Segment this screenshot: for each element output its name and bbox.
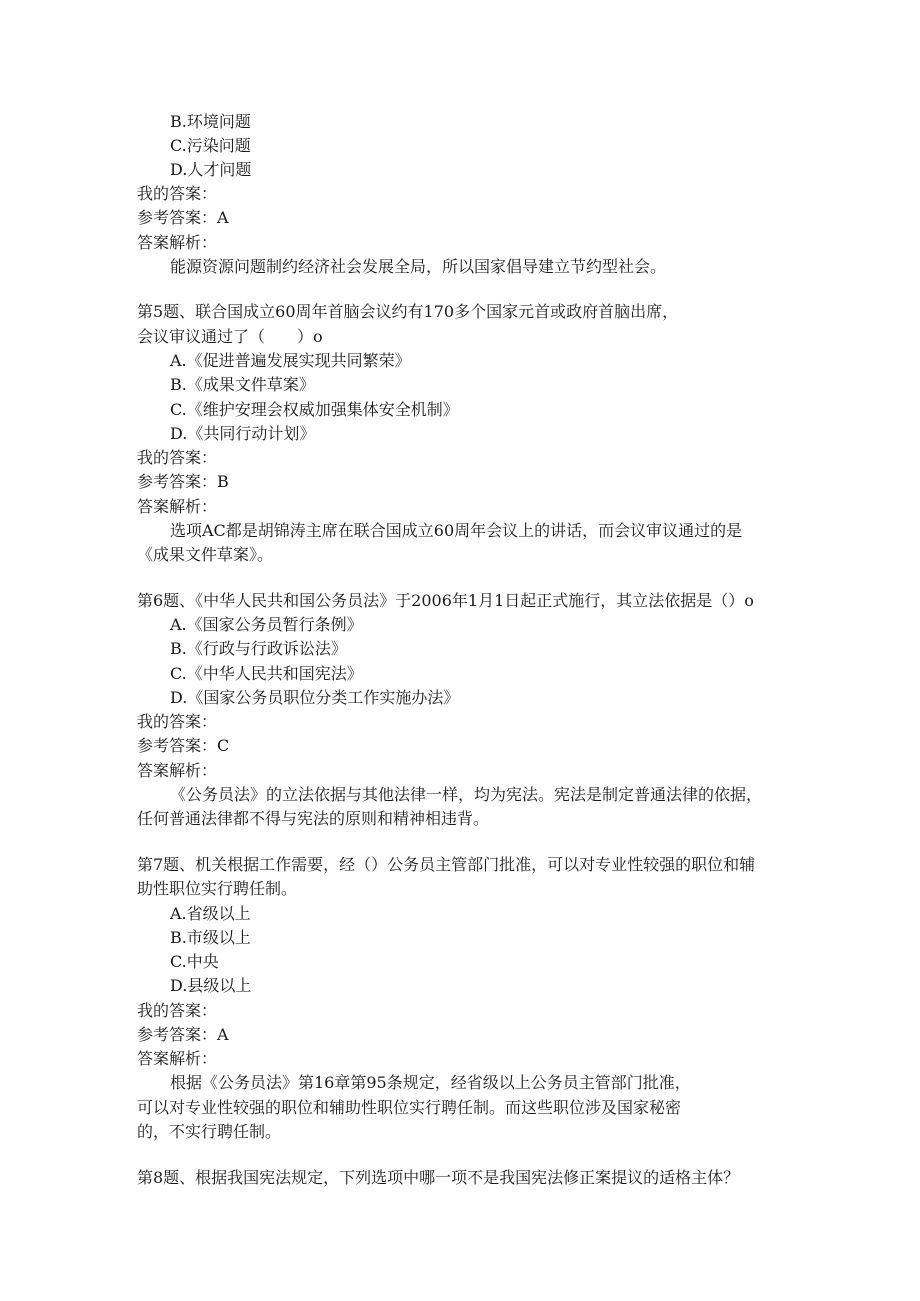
q7-explanation-line-1: 根据《公务员法》第16章第95条规定，经省级以上公务员主管部门批准， — [170, 1073, 691, 1092]
q6-reference-answer: 参考答案：C — [137, 736, 230, 755]
q4-option-c: C.污染问题 — [170, 136, 251, 155]
q4-explanation-line-1: 能源资源问题制约经济社会发展全局，所以国家倡导建立节约型社会。 — [170, 257, 667, 276]
q5-option-a: A.《促进普遍发展实现共同繁荣》 — [170, 351, 411, 370]
q7-my-answer: 我的答案： — [137, 1001, 218, 1020]
q7-title-line-1: 第7题、机关根据工作需要，经（）公务员主管部门批准，可以对专业性较强的职位和辅 — [137, 855, 756, 874]
q5-title-line-1: 第5题、联合国成立60周年首脑会议约有170多个国家元首或政府首脑出席， — [137, 302, 679, 321]
q7-reference-answer: 参考答案：A — [137, 1025, 229, 1044]
q6-my-answer: 我的答案： — [137, 712, 218, 731]
q5-my-answer: 我的答案： — [137, 448, 218, 467]
q6-explanation-line-2: 任何普通法律都不得与宪法的原则和精神相违背。 — [137, 809, 490, 828]
q5-explanation-label: 答案解析： — [137, 497, 218, 516]
q4-option-b: B.环境问题 — [170, 112, 251, 131]
q4-option-d: D.人才问题 — [170, 160, 252, 179]
q5-explanation-line-2: 《成果文件草案》。 — [137, 545, 274, 564]
q5-option-c: C.《维护安理会权威加强集体安全机制》 — [170, 400, 459, 419]
q7-explanation-label: 答案解析： — [137, 1049, 218, 1068]
q7-option-c: C.中央 — [170, 952, 219, 971]
q6-explanation-line-1: 《公务员法》的立法依据与其他法律一样，均为宪法。宪法是制定普通法律的依据， — [170, 785, 763, 804]
q6-option-c: C.《中华人民共和国宪法》 — [170, 664, 363, 683]
q5-reference-answer: 参考答案：B — [137, 472, 229, 491]
q7-explanation-line-2: 可以对专业性较强的职位和辅助性职位实行聘任制。而这些职位涉及国家秘密 — [137, 1098, 682, 1117]
q6-title-line-1: 第6题、《中华人民共和国公务员法》于2006年1月1日起正式施行，其立法依据是（）o — [137, 591, 754, 610]
q7-option-d: D.县级以上 — [170, 976, 252, 995]
q7-option-b: B.市级以上 — [170, 928, 251, 947]
q5-title-line-2: 会议审议通过了（ ）o — [137, 327, 323, 346]
q6-option-b: B.《行政与行政诉讼法》 — [170, 639, 347, 658]
q5-option-b: B.《成果文件草案》 — [170, 375, 315, 394]
q6-option-a: A.《国家公务员暂行条例》 — [170, 615, 363, 634]
q4-my-answer: 我的答案： — [137, 184, 218, 203]
q7-option-a: A.省级以上 — [170, 904, 251, 923]
q4-reference-answer: 参考答案：A — [137, 208, 229, 227]
q7-explanation-line-3: 的，不实行聘任制。 — [137, 1122, 282, 1141]
q5-explanation-line-1: 选项AC都是胡锦涛主席在联合国成立60周年会议上的讲话，而会议审议通过的是 — [170, 521, 743, 540]
q6-option-d: D.《国家公务员职位分类工作实施办法》 — [170, 688, 460, 707]
q8-title-line-1: 第8题、根据我国宪法规定，下列选项中哪一项不是我国宪法修正案提议的适格主体？ — [137, 1168, 740, 1187]
q6-explanation-label: 答案解析： — [137, 761, 218, 780]
q5-option-d: D.《共同行动计划》 — [170, 424, 316, 443]
q7-title-line-2: 助性职位实行聘任制。 — [137, 879, 298, 898]
q4-explanation-label: 答案解析： — [137, 233, 218, 252]
